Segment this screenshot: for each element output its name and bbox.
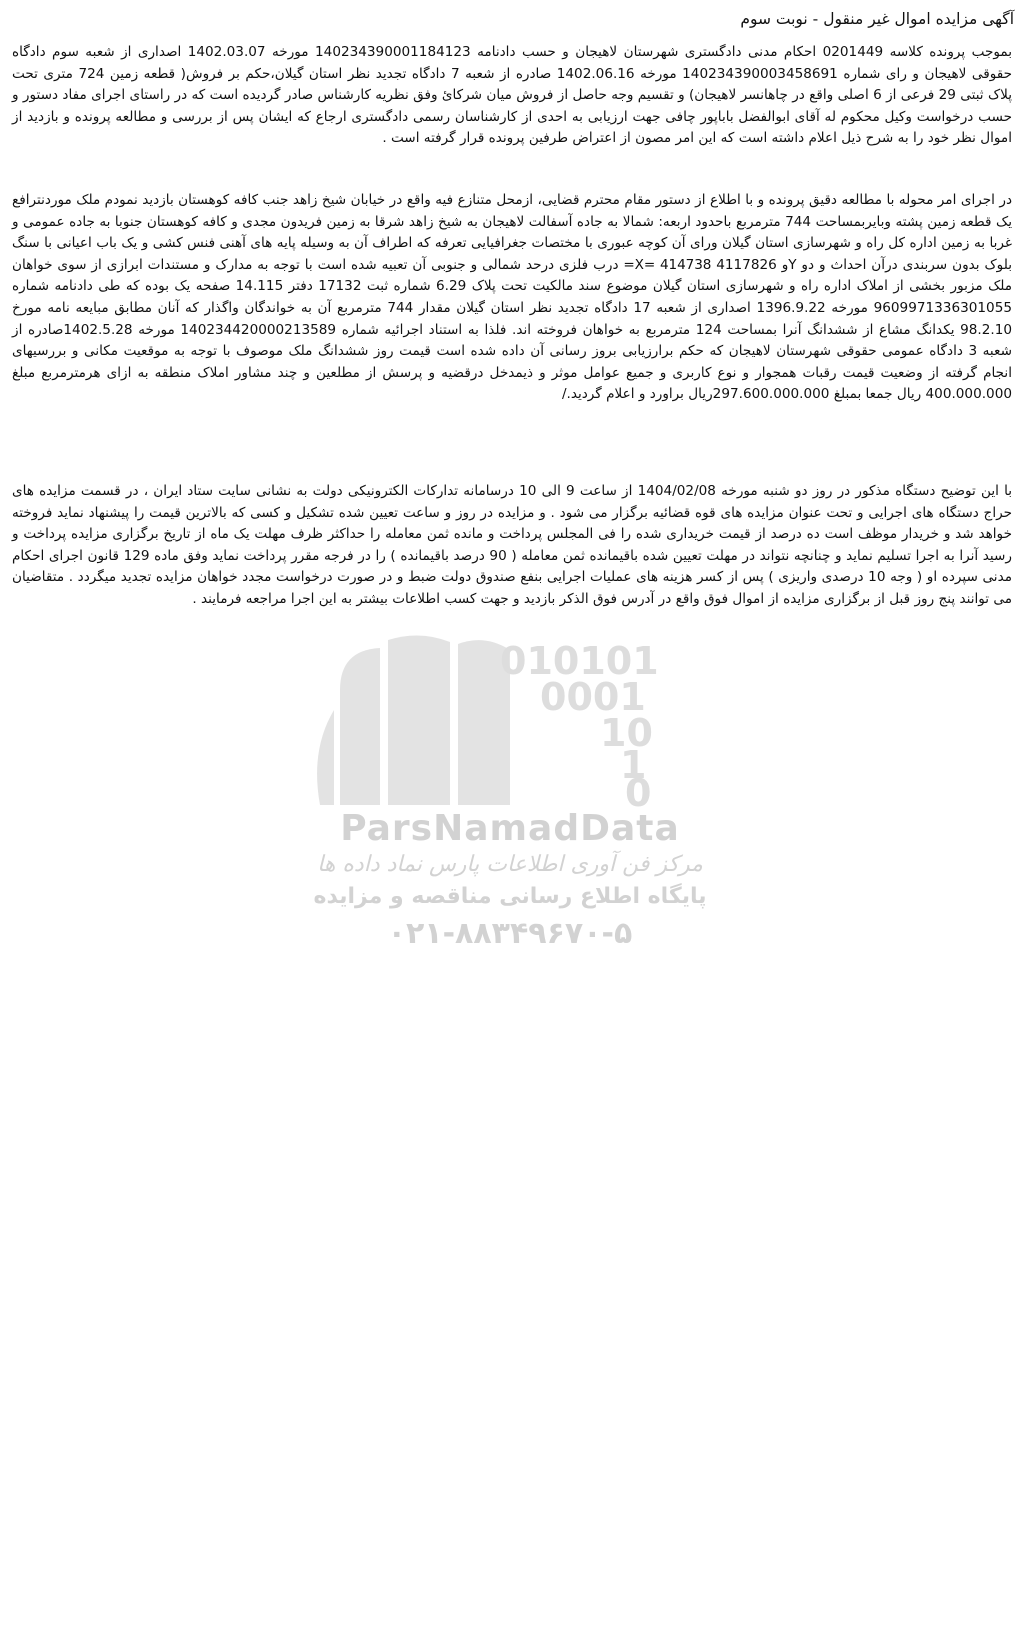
watermark-binary-5: 0: [625, 771, 652, 810]
notice-paragraph-1: بموجب پرونده کلاسه 0201449 احکام مدنی دادگستری شهرستان لاهیجان و حسب دادنامه 14023439000118412​3 مورخه 1402.03.07 اصداری از شعبه سوم دادگاه حقوقی لاهیجان و رای شماره 140234390003458691 مورخه 1402.06.16 صادره از شعبه 7 دادگاه تجدید نظر استان گیلان،حکم بر فروش( قطعه زمین 724 متری تحت پلاک ثبتی 29 فرعی از 6 اصلی واقع در چاهانسر لاهیجان) و تقسیم وجه حاصل از فروش میان شرکائ وفق نظریه کارشناس صادر گردیده است که در راستای اجرای مفاد دستور و حسب درخواست وکیل محکوم له آقای ابوالفضل باباپور چافی جهت ارزیابی به احدی از کارشناسان رسمی دادگستری ارجاع که ایشان پس از بررسی و مطالعه پرونده و بازدید از اموال نظر خود را به شرح ذیل اعلام داشته است که این امر مصون از اعتراض طرفین پرونده قرار گرفته است .: [12, 44, 1013, 147]
watermark-logo-icon: [300, 630, 720, 810]
watermark-binary-4: 1: [620, 743, 647, 787]
notice-title: آگهی مزایده اموال غیر منقول - نوبت سوم: [740, 10, 1014, 28]
watermark-binary-3: 10: [600, 711, 653, 755]
notice-paragraph-3: با این توضیح دستگاه مذکور در روز دو شنبه مورخه 1404/02/08 از ساعت 9 الی 10 درسامانه تدارکات الکترونیکی دولت به نشانی سایت ستاد ایران ، در قسمت مزایده های حراج دستگاه های اجرایی و تحت عنوان مزایده های قوه قضائیه برگزار می شود . و مزایده در روز و ساعت تعیین شده تشکیل و کسی که بالاترین قیمت را پیشنهاد نماید فروخته خواهد شد و خریدار موظف است ده درصد از قیمت خریداری شده را فی المجلس پرداخت و مانده ثمن معامله را حداکثر ظرف مهلت یک ماه از تاریخ برگزاری مزایده پرداخت و رسید آنرا به اجرا تسلیم نماید و چنانچه نتواند در مهلت تعیین شده باقیمانده ثمن معامله ( 90 درصد باقیمانده ) را در فرجه مقرر پرداخت نماید وفق ماده 129 قانون اجرای احکام مدنی سپرده او ( وجه 10 درصدی واریزی ) پس از کسر هزینه های عملیات اجرایی بنفع صندوق دولت ضبط و در صورت درخواست مجدد خواهان مزایده تجدید میگردد . متقاضیان می توانند پنج روز قبل از برگزاری مزایده از اموال فوق واقع در آدرس فوق الذکر بازدید و جهت کسب اطلاعات بیشتر به این اجرا مراجعه فرمایند .: [12, 483, 1013, 607]
watermark-brand: ParsNamadData: [340, 808, 680, 849]
watermark-phone: ۰۲۱-۸۸۳۴۹۶۷۰-۵: [387, 916, 633, 951]
watermark-line-1: مرکز فن آوری اطلاعات پارس نماد داده ها: [317, 852, 703, 877]
notice-paragraph-2: در اجرای امر محوله با مطالعه دقیق پرونده و با اطلاع از دستور مقام محترم قضایی، ازمحل متنازع فیه واقع در خیابان شیخ زاهد جنب کافه کوهستان بازدید نمودم ملک موردنترافع یک قطعه زمین پشته وبایربمساحت 744 مترمربع باحدود اربعه: شمالا به جاده آسفالت لاهیجان به شیخ زاهد شرقا به زمین فریدون مجدی و کافه کوهستان جنوبا به جاده عمومی و غربا به زمین اداره کل راه و شهرسازی استان گیلان ورای آن کوچه عبوری با مختصات جغرافیایی تعرفه که اطراف آن به وسیله پایه های آهنی فنس کشی و یک باب اعیانی با سنگ بلوک بدون سربندی درآن احداث و دو Yو 4117826 X= 414738= درب فلزی درحد شمالی و جنوبی آن تعبیه شده است با توجه به مدارک و مستندات ابرازی از سوی خواهان ملک مزبور بخشی از املاک اداره راه و شهرسازی استان گیلان موضوع سند مالکیت تحت پلاک 6.29 شماره ثبت 17132 دفتر 14.115 صفحه یک بوده که طی دادنامه شماره 9609971336301055 مورخه 1396.9.22 اصداری از شعبه 17 دادگاه تجدید نظر استان گیلان مقدار 744 مترمربع آن به خواندگان واگذار که آنان مطابق مبایعه نامه مورخ 98.2.10 یکدانگ مشاع از ششدانگ آنرا بمساحت 124 مترمربع به خواهان فروخته اند. فلذا به استناد اجرائیه شماره 140234420000213589 مورخه 1402.5.28صادره از شعبه 3 دادگاه عمومی حقوقی شهرستان لاهیجان که حکم برارزیابی بروز رسانی آن داده شده است قیمت روز ششدانگ ملک موصوف با توجه به موقعیت مکانی و بررسیهای انجام گرفته از وضعیت قیمت رقبات همجوار و نوع کاربری و جمیع عوامل موثر و ذیمدخل درقضیه و پرسش از مطلعین و چند مشاور املاک منطقه به ازای هرمترمربع مبلغ 400.000.000 ریال جمعا بمبلغ 297.600.000.000ریال براورد و اعلام گردید./: [12, 192, 1013, 403]
parsnamaddata-watermark: [300, 630, 720, 960]
watermark-binary-2: 0001: [540, 675, 646, 719]
watermark-binary-1: 010101: [500, 639, 659, 683]
watermark-line-2: پایگاه اطلاع رسانی مناقصه و مزایده: [313, 884, 707, 909]
